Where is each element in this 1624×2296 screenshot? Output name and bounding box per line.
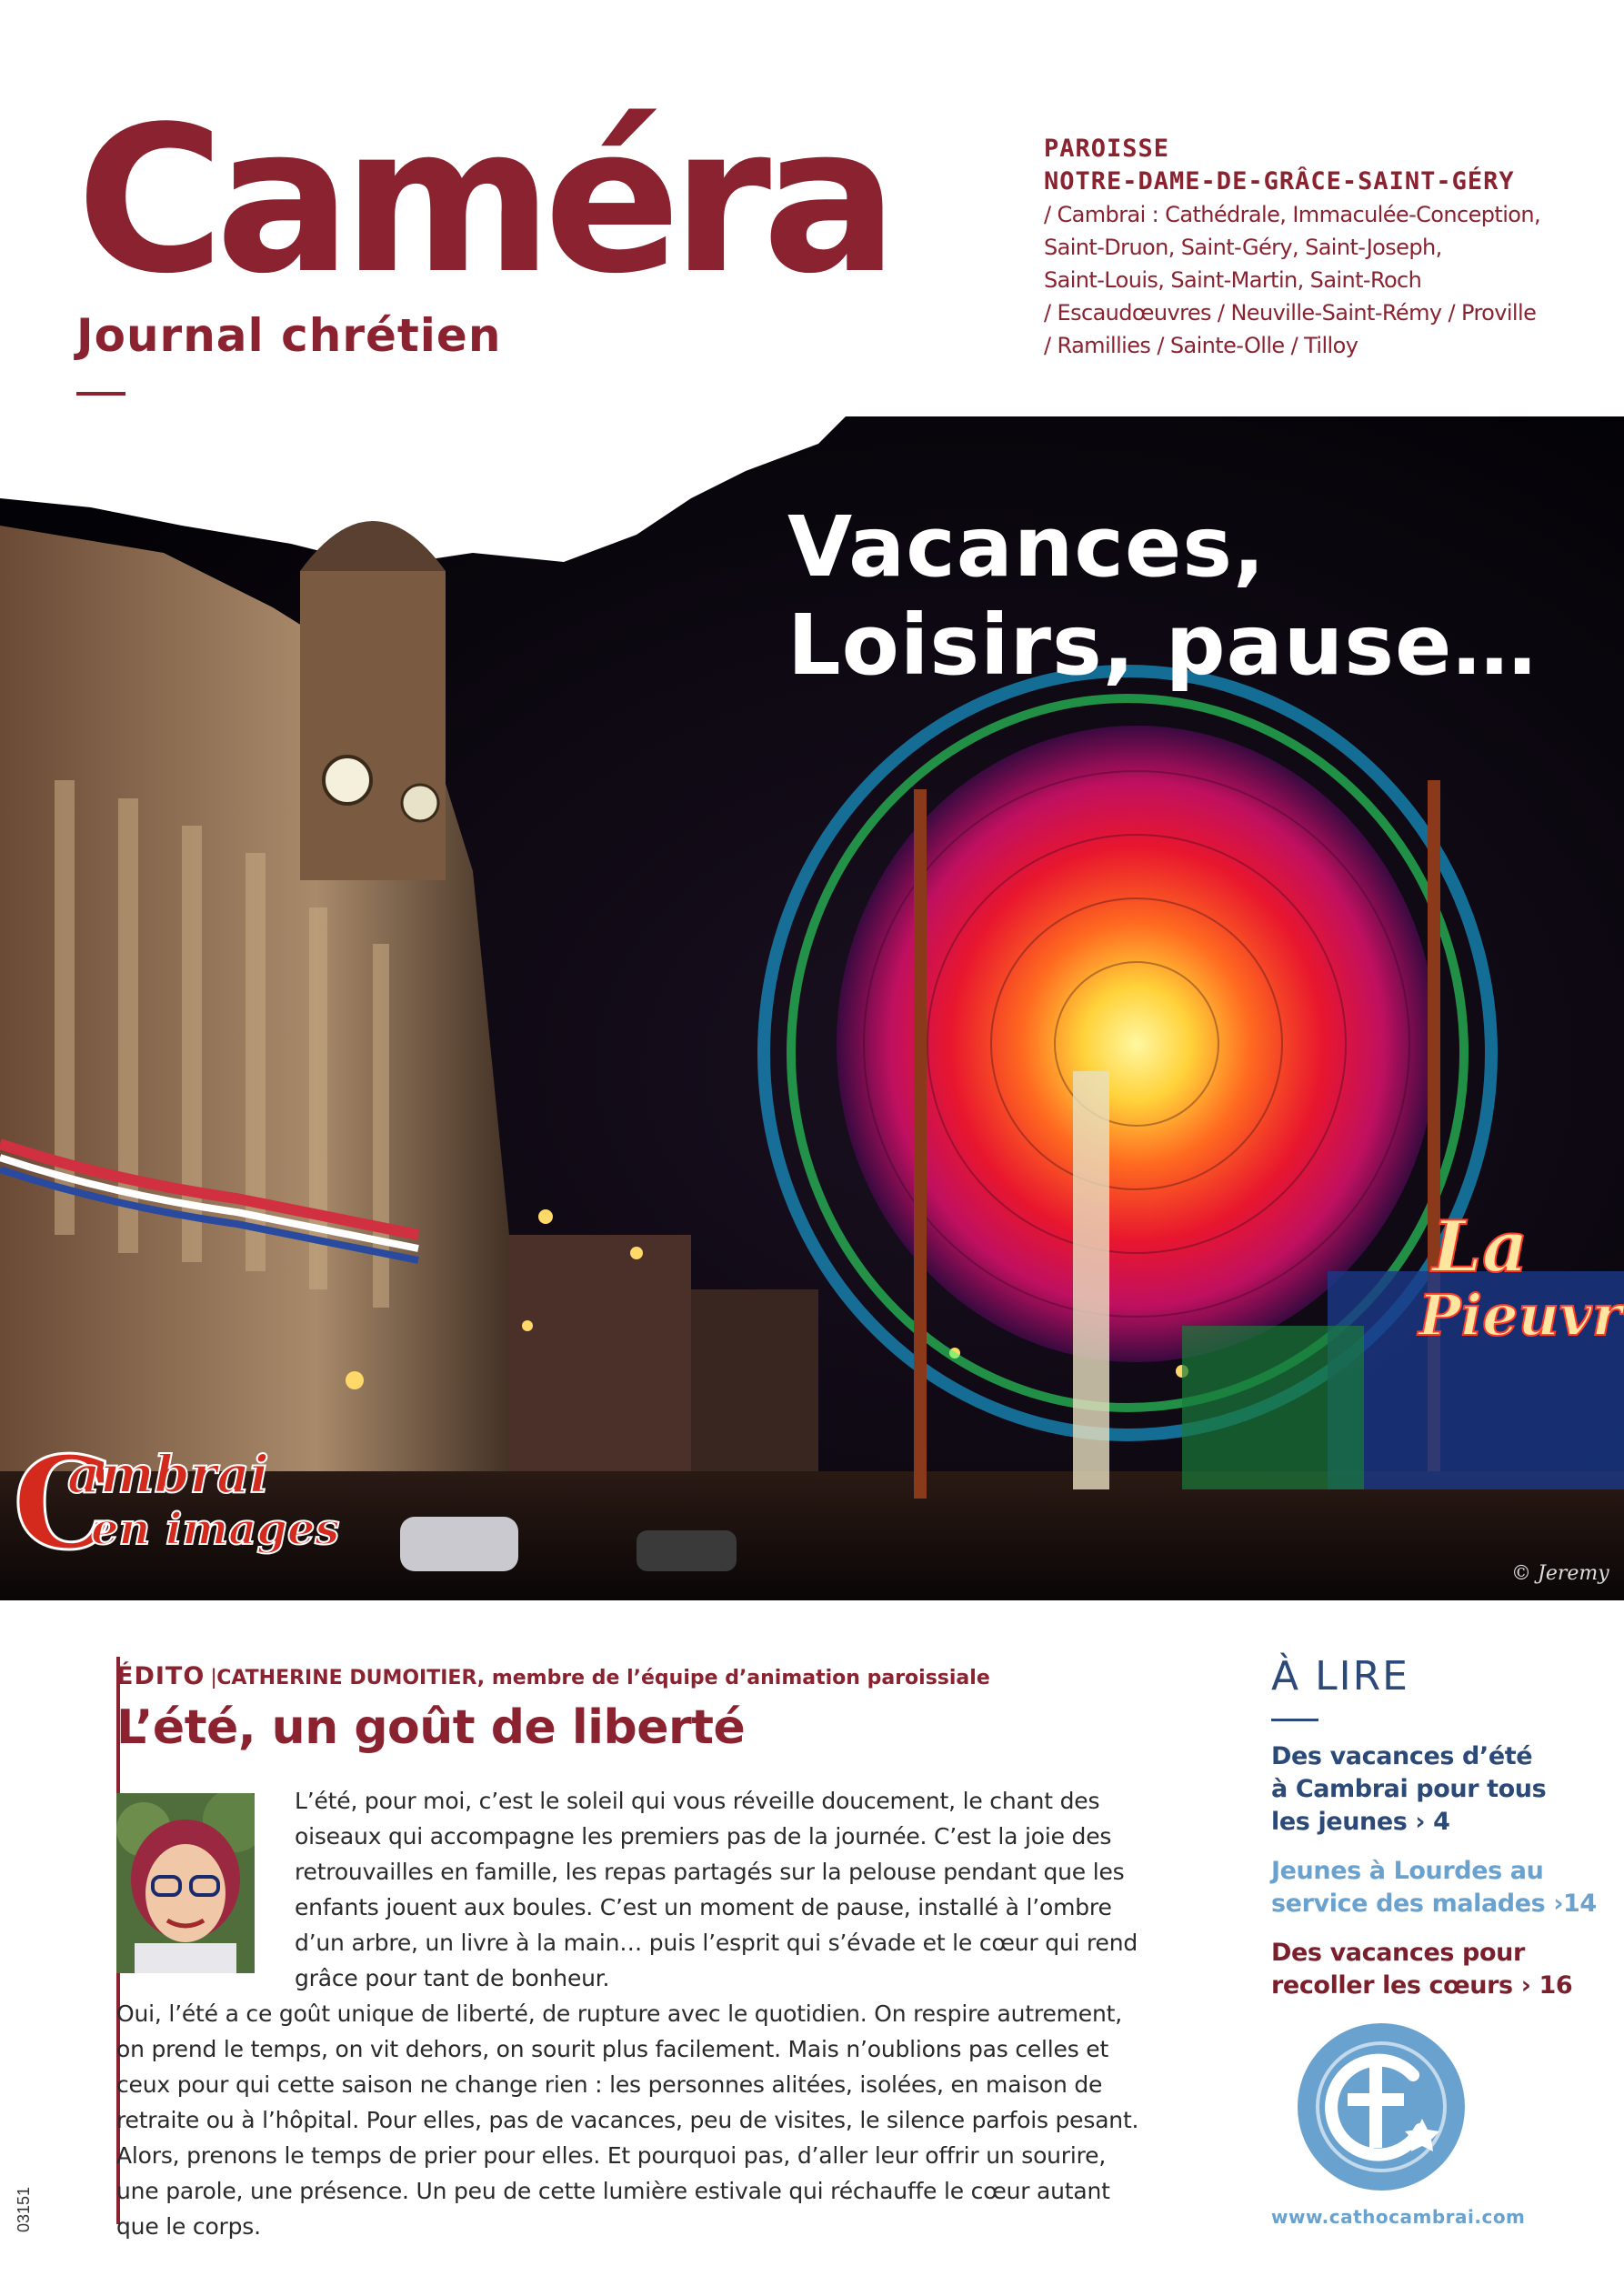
magazine-subtitle: Journal chrétien [76,309,502,362]
a-lire-line: Jeunes à Lourdes au [1271,1857,1544,1885]
svg-text:La: La [1432,1206,1529,1288]
website-link[interactable]: www.cathocambrai.com [1271,2206,1526,2228]
edito-line: enfants jouent aux boules. C’est un moment de pause, installé à l’ombre [295,1894,1112,1920]
kicker-separator: | [210,1665,217,1689]
edito-line: une parole, une présence. Un peu de cette lumière estivale qui réchauffe le cœur autant [116,2178,1110,2204]
a-lire-line: service des malades ›14 [1271,1890,1597,1918]
edito-line: grâce pour tant de bonheur. [295,1965,610,1991]
edito-line: Alors, prenons le temps de prier pour elles. Et pourquoi pas, d’aller leur offrir un sourire, [116,2142,1107,2169]
logo-text-bottom: en images [91,1504,340,1555]
parish-block [1044,133,1608,362]
logo-text-top: ambrai [67,1445,269,1505]
edito-line: que le corps. [116,2213,261,2240]
catho-cambrai-logo[interactable] [1295,2020,1468,2193]
parish-line: / Escaudœuvres / Neuville-Saint-Rémy / Proville [1044,300,1537,326]
cover-headline-line: Loisirs, pause… [787,597,1538,694]
edito-title: L’été, un goût de liberté [116,1700,746,1755]
parish-line: Saint-Louis, Saint-Martin, Saint-Roch [1044,267,1422,293]
parish-name: NOTRE-DAME-DE-GRÂCE-SAINT-GÉRY [1044,167,1515,196]
edito-paragraph-1 [295,1783,1149,1996]
a-lire-item-vacances-jeunes[interactable] [1271,1740,1546,1839]
print-code: 03151 [15,2186,33,2232]
a-lire-line: recoller les cœurs › 16 [1271,1971,1573,2000]
edito-line: retrouvailles en famille, les repas partagés sur la pelouse pendant que les [295,1859,1125,1885]
masthead [76,84,889,362]
edito-label: ÉDITO [116,1662,206,1690]
masthead-divider [76,392,125,396]
edito-kicker [116,1662,990,1690]
cover-photo [0,416,1624,1600]
svg-text:Pieuvr: Pieuvr [1418,1282,1622,1349]
parish-label: PAROISSE [1044,135,1170,163]
parish-list [1044,198,1608,362]
cover-headline-line: Vacances, [787,498,1267,596]
cambrai-en-images-logo [13,1417,376,1580]
a-lire-heading: À LIRE [1271,1653,1409,1699]
a-lire-line: Des vacances d’été [1271,1742,1533,1770]
a-lire-line: Des vacances pour [1271,1939,1525,1967]
a-lire-line: à Cambrai pour tous [1271,1775,1547,1803]
edito-line: ceux pour qui cette saison ne change rien : les personnes alitées, isolées, en maison de [116,2071,1103,2098]
a-lire-item-recoller-coeurs[interactable] [1271,1937,1572,2002]
parish-line: / Ramillies / Sainte-Olle / Tilloy [1044,333,1358,358]
a-lire-item-lourdes[interactable] [1271,1855,1597,1920]
parish-line: / Cambrai : Cathédrale, Immaculée-Conception, [1044,202,1540,227]
a-lire-line: les jeunes › 4 [1271,1808,1450,1836]
edito-paragraph-2 [116,1996,1162,2244]
edito-line: on prend le temps, on vit dehors, on sourit plus facilement. Mais n’oublions pas celles et [116,2036,1109,2062]
portrait-image [116,1793,255,1973]
photo-credit: © Jeremy [1511,1562,1609,1585]
edito-author: CATHERINE DUMOITIER, membre de l’équipe d’animation paroissiale [216,1667,990,1689]
edito-line: Oui, l’été a ce goût unique de liberté, de rupture avec le quotidien. On respire autrement, [116,2000,1122,2027]
catho-cambrai-emblem [1295,2020,1468,2193]
edito-line: oiseaux qui accompagne les premiers pas de la journée. C’est la joie des [295,1823,1112,1850]
edito-line: L’été, pour moi, c’est le soleil qui vous réveille doucement, le chant des [295,1788,1100,1814]
parish-line: Saint-Druon, Saint-Géry, Saint-Joseph, [1044,235,1442,260]
edito-line: retraite ou à l’hôpital. Pour elles, pas de vacances, peu de visites, le silence parfois pesant. [116,2107,1139,2133]
author-portrait [116,1793,255,1973]
logo-letter: C [13,1429,115,1579]
cover-headline [787,498,1537,695]
a-lire-divider [1271,1719,1318,1721]
edito-line: d’un arbre, un livre à la main… puis l’esprit qui s’évade et le cœur qui rend [295,1930,1138,1956]
magazine-title: Caméra [76,84,889,318]
